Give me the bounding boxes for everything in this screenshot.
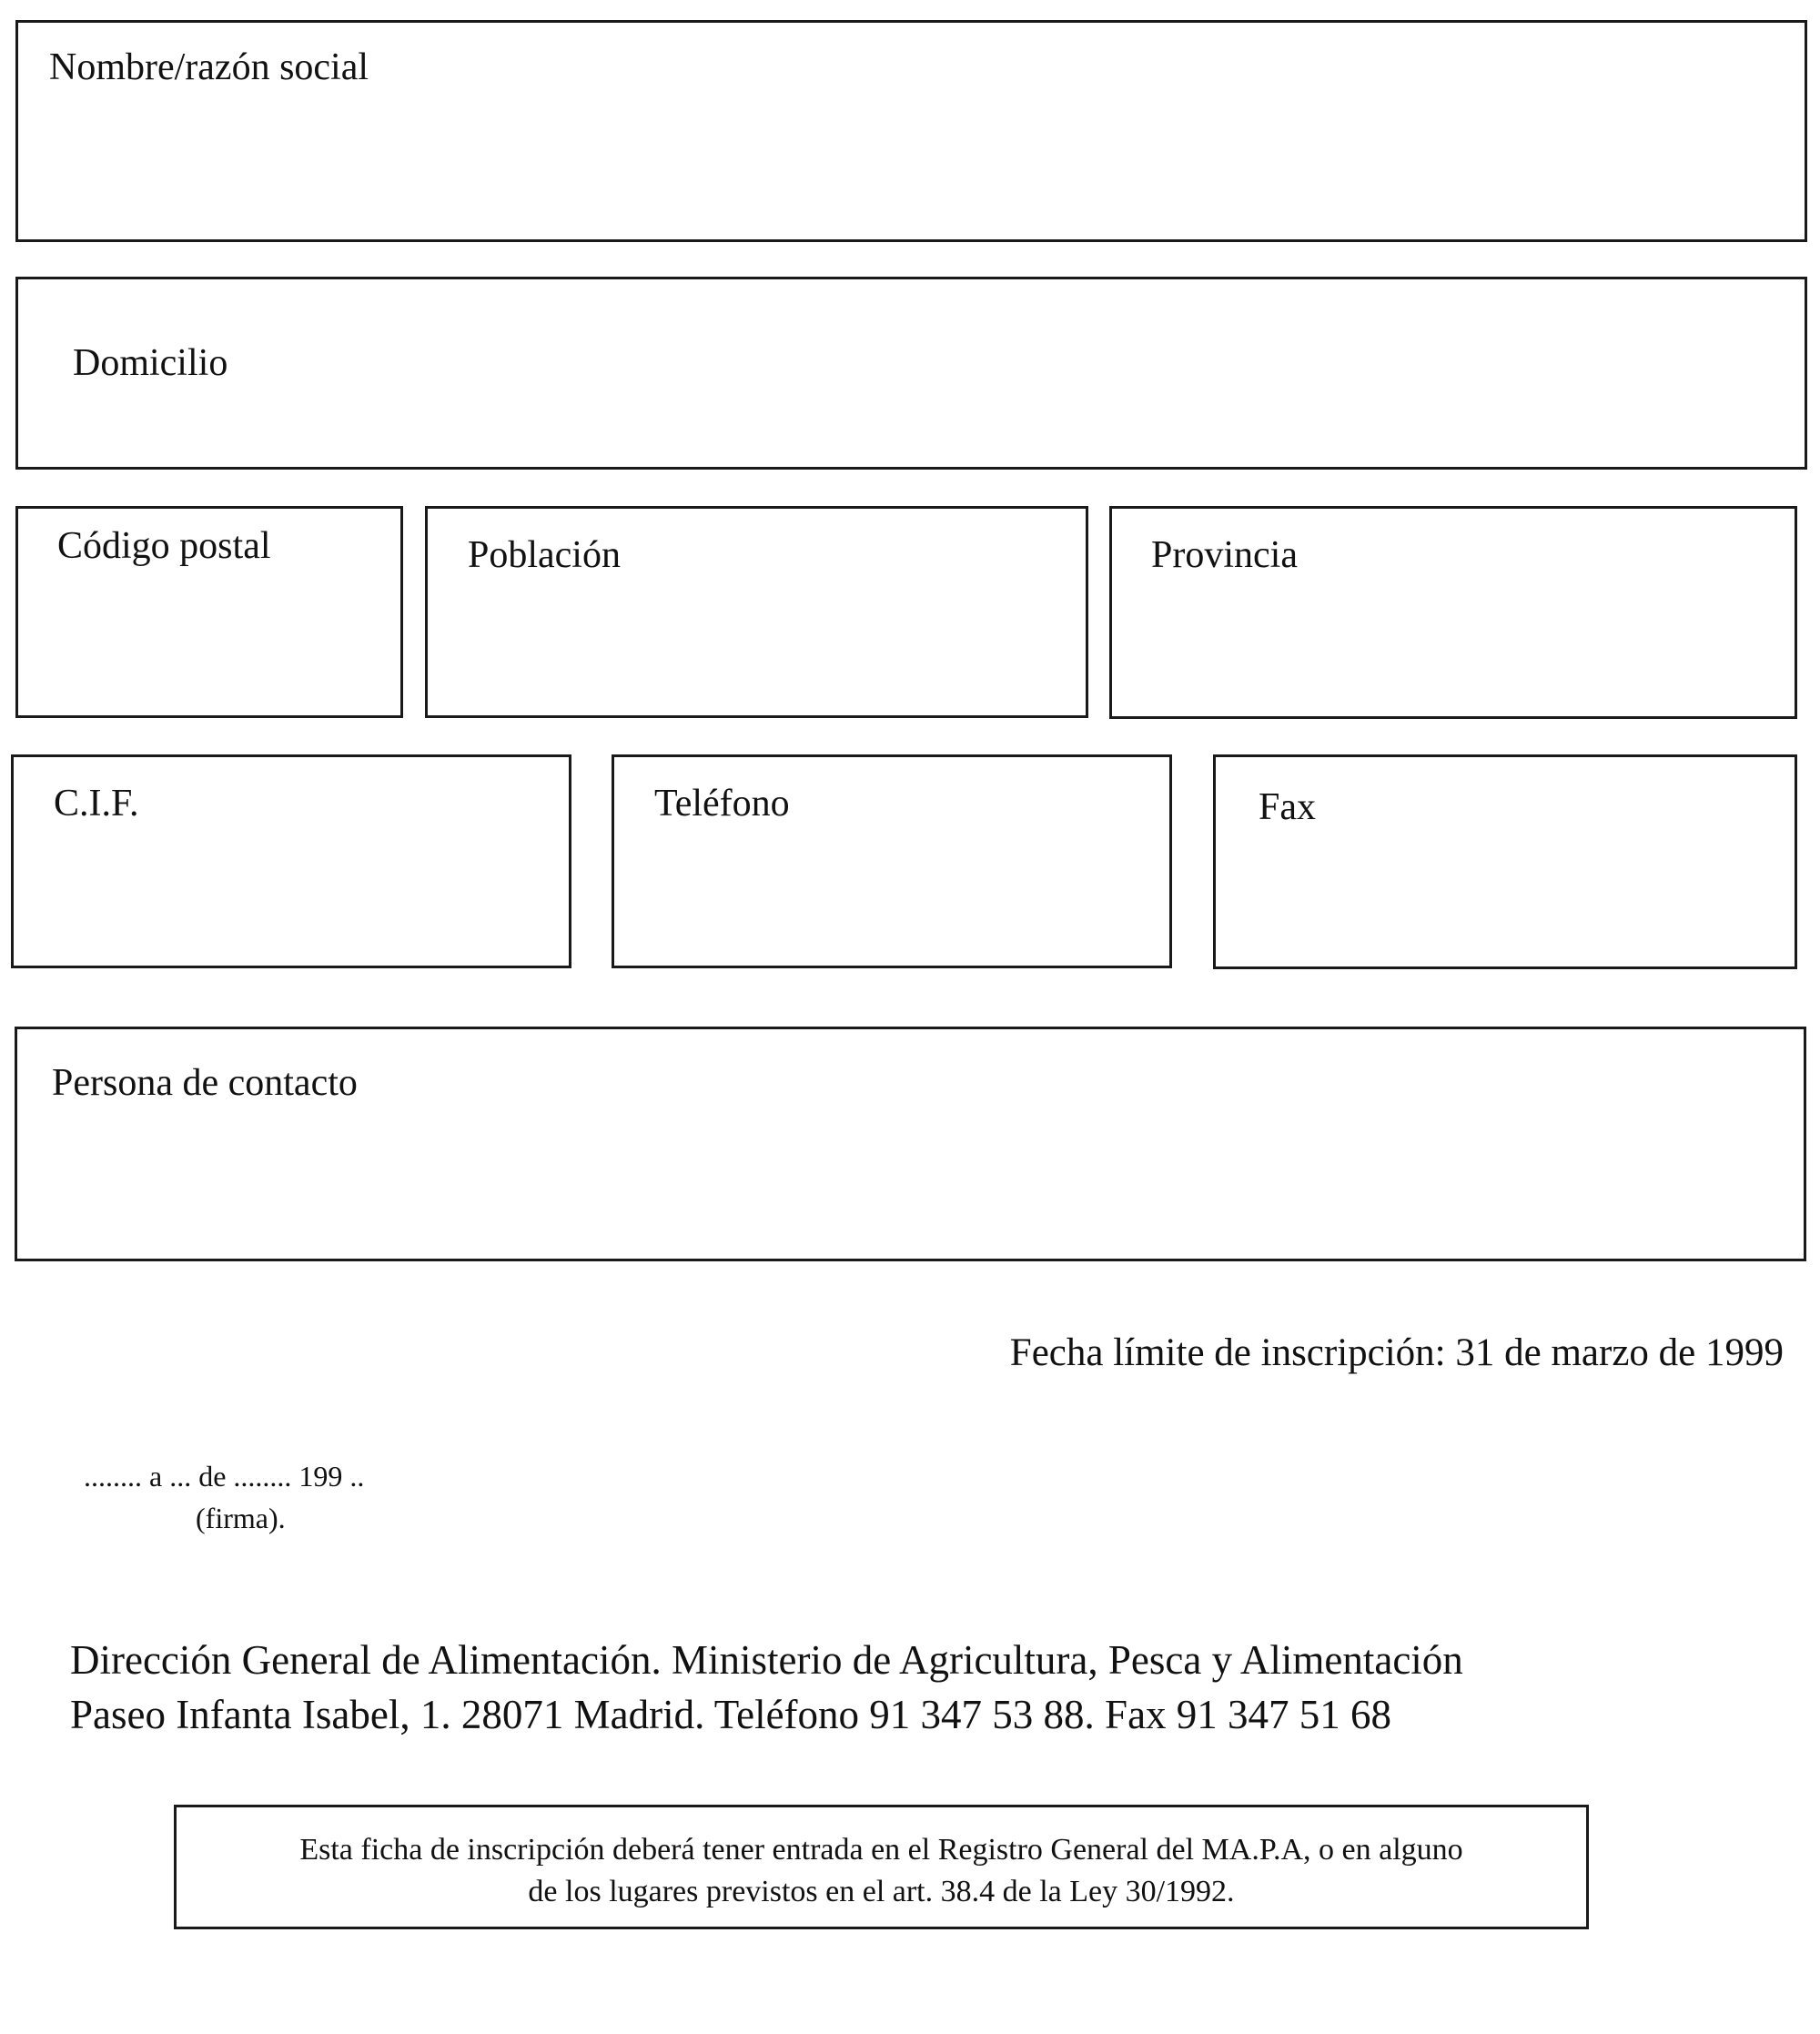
poblacion-field[interactable]	[425, 506, 1088, 718]
signature-firma: (firma).	[196, 1502, 286, 1534]
deadline-text: Fecha límite de inscripción: 31 de marzo de 1999	[1009, 1331, 1784, 1374]
cif-field[interactable]	[11, 754, 571, 968]
footer-line-2: Paseo Infanta Isabel, 1. 28071 Madrid. Teléfono 91 347 53 88. Fax 91 347 51 68	[70, 1692, 1392, 1737]
fax-label: Fax	[1259, 786, 1316, 828]
codigo-postal-field[interactable]	[15, 506, 403, 718]
provincia-field[interactable]	[1109, 506, 1797, 719]
telefono-label: Teléfono	[654, 783, 790, 825]
signature-date-line: ........ a ... de ........ 199 ..	[84, 1460, 365, 1493]
note-line-1: Esta ficha de inscripción deberá tener entrada en el Registro General del MA.P.A, o en alguno	[299, 1833, 1463, 1867]
registration-note-box	[174, 1805, 1589, 1929]
cif-label: C.I.F.	[54, 783, 139, 825]
domicilio-label: Domicilio	[73, 342, 228, 384]
contacto-label: Persona de contacto	[52, 1062, 358, 1104]
codigo-postal-label: Código postal	[57, 525, 271, 567]
contacto-field[interactable]	[15, 1027, 1806, 1261]
domicilio-field[interactable]	[15, 277, 1807, 470]
telefono-field[interactable]	[612, 754, 1172, 968]
registration-note-text	[177, 1829, 1586, 1913]
fax-field[interactable]	[1213, 754, 1797, 969]
footer-line-1: Dirección General de Alimentación. Ministerio de Agricultura, Pesca y Alimentación	[70, 1637, 1463, 1683]
poblacion-label: Población	[468, 534, 621, 576]
nombre-label: Nombre/razón social	[49, 46, 369, 88]
note-line-2: de los lugares previstos en el art. 38.4 de la Ley 30/1992.	[528, 1875, 1235, 1908]
provincia-label: Provincia	[1151, 534, 1298, 576]
nombre-field[interactable]	[15, 20, 1807, 242]
